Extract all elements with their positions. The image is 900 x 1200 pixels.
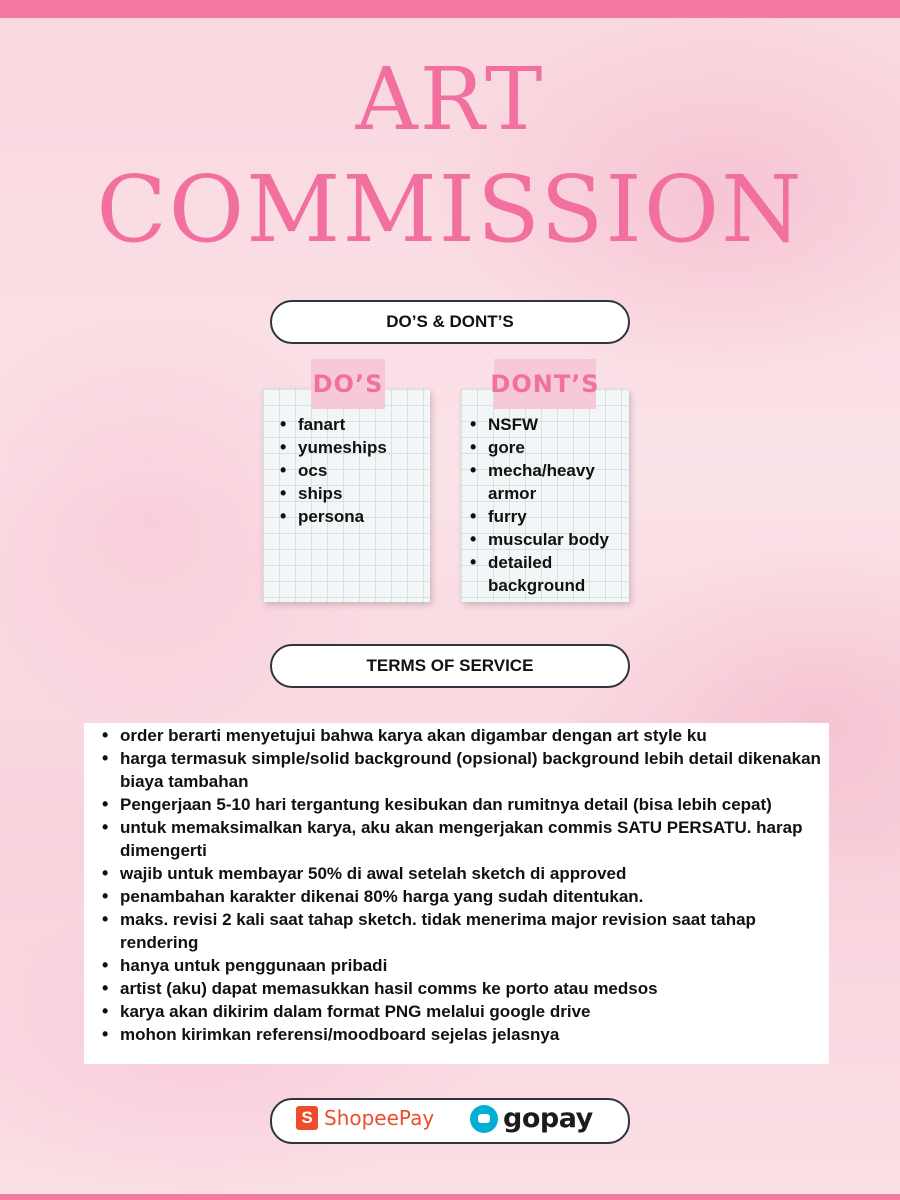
- tos-item: • wajib untuk membayar 50% di awal setelah sketch di approved: [98, 862, 823, 885]
- tos-header: TERMS OF SERVICE: [270, 644, 630, 688]
- gopay-wallet-icon: [470, 1105, 498, 1133]
- list-item: • yumeships: [276, 436, 426, 459]
- list-item: • muscular body: [466, 528, 626, 551]
- list-item: • persona: [276, 505, 426, 528]
- dos-tag: DO’S: [311, 359, 385, 409]
- bottom-accent-bar: [0, 1194, 900, 1200]
- shopee-bag-icon: S: [296, 1106, 318, 1130]
- gopay-label: gopay: [503, 1103, 593, 1134]
- list-item: • fanart: [276, 413, 426, 436]
- top-accent-bar: [0, 0, 900, 18]
- list-item: • ocs: [276, 459, 426, 482]
- dos-list: [276, 413, 426, 528]
- list-item: • furry: [466, 505, 626, 528]
- tos-item: • mohon kirimkan referensi/moodboard sejelas jelasnya: [98, 1023, 823, 1046]
- tos-item: • karya akan dikirim dalam format PNG melalui google drive: [98, 1000, 823, 1023]
- tos-item: • harga termasuk simple/solid background (opsional) background lebih detail dikenakan biaya tambahan: [98, 747, 823, 793]
- tos-item: • Pengerjaan 5-10 hari tergantung kesibukan dan rumitnya detail (bisa lebih cepat): [98, 793, 823, 816]
- list-item: • gore: [466, 436, 626, 459]
- shopeepay-label: ShopeePay: [324, 1106, 435, 1130]
- list-item: • NSFW: [466, 413, 626, 436]
- donts-list: [466, 413, 626, 597]
- tos-item: • order berarti menyetujui bahwa karya akan digambar dengan art style ku: [98, 724, 823, 747]
- shopeepay-logo: [296, 1106, 434, 1130]
- tos-item: • maks. revisi 2 kali saat tahap sketch. tidak menerima major revision saat tahap rendering: [98, 908, 823, 954]
- title-line-1: ART: [355, 50, 545, 150]
- donts-tag: DONT’S: [494, 359, 596, 409]
- title-line-2: COMMISSION: [96, 156, 804, 263]
- list-item: • ships: [276, 482, 426, 505]
- tos-item: • hanya untuk penggunaan pribadi: [98, 954, 823, 977]
- dos-donts-header: DO’S & DONT’S: [270, 300, 630, 344]
- tos-item: • penambahan karakter dikenai 80% harga yang sudah ditentukan.: [98, 885, 823, 908]
- tos-item: • artist (aku) dapat memasukkan hasil comms ke porto atau medsos: [98, 977, 823, 1000]
- list-item: • detailed background: [466, 551, 626, 597]
- list-item: • mecha/heavy armor: [466, 459, 626, 505]
- tos-list: [98, 724, 823, 1046]
- gopay-logo: [470, 1103, 593, 1134]
- tos-item: • untuk memaksimalkan karya, aku akan mengerjakan commis SATU PERSATU. harap dimengerti: [98, 816, 823, 862]
